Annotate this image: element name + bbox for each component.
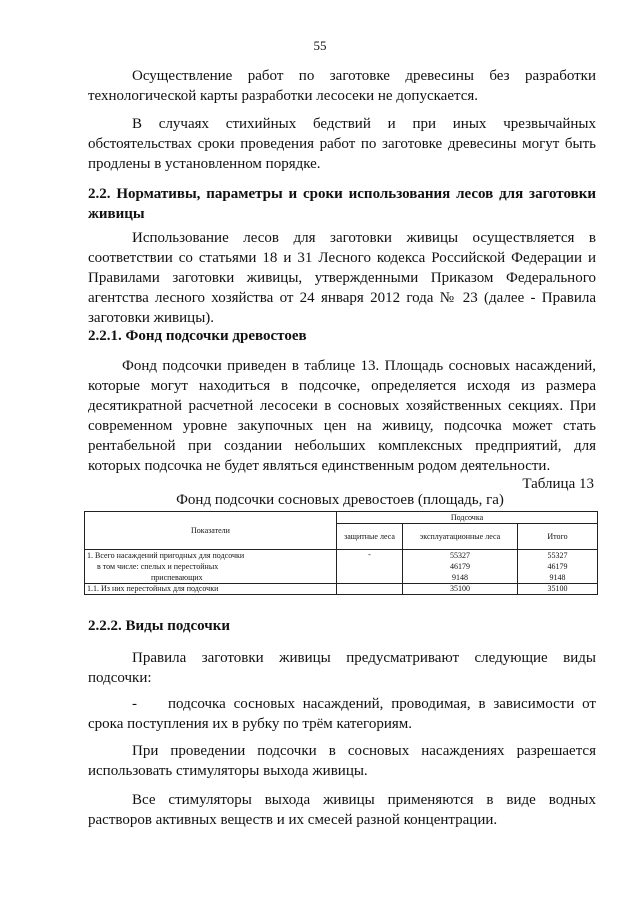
section-2-2-2-heading: 2.2.2. Виды подсочки <box>88 618 231 634</box>
section-2-2-paragraph: Использование лесов для заготовки живицы осуществляется в соответствии со статьями 18 и 31 Лесного кодекса Российской Федерации и Правилами заготовки живицы, утвержденными Приказом Федерального агентства лесного хозяйства от 24 января 2012 года № 23 (далее - Правила заготовки живицы). <box>88 230 596 326</box>
cell-exploitation: 35100 <box>403 584 518 595</box>
row-label: 1. Всего насаждений пригодных для подсочки в том числе: спелых и перестойных приспевающих <box>85 550 337 584</box>
header-total: Итого <box>518 524 598 550</box>
section-2-2-heading: 2.2. Нормативы, параметры и сроки использования лесов для заготовки живицы <box>88 186 596 222</box>
section-2-2-2-paragraph-3: Все стимуляторы выхода живицы применяются в виде водных растворов активных веществ и их смесей разной концентрации. <box>88 792 596 828</box>
cell-total: 35100 <box>518 584 598 595</box>
table-title: Фонд подсочки сосновых древостоев (площадь, га) <box>176 492 504 508</box>
row-label: 1.1. Из них перестойных для подсочки <box>85 584 337 595</box>
cell-protective <box>337 584 403 595</box>
bullet-text: подсочка сосновых насаждений, проводимая, в зависимости от срока поступления их в рубку по трём категориям. <box>88 696 596 732</box>
table-row <box>85 550 598 584</box>
cell-exploitation: 55327 46179 9148 <box>403 550 518 584</box>
cell-protective: - <box>337 550 403 584</box>
page-number: 55 <box>313 38 327 53</box>
section-2-2-1-paragraph: Фонд подсочки приведен в таблице 13. Площадь сосновых насаждений, которые могут находиться в подсочке, определяется исходя из размера десятикратной расчетной лесосеки в сосновых хозяйственных секциях. При современном уровне закупочных цен на живицу, подсочка может стать рентабельной при создании небольших комплексных предприятий, для которых подсочка не будет являться единственным родом деятельности. <box>88 358 596 474</box>
table-number: Таблица 13 <box>522 476 594 492</box>
header-protective: защитные леса <box>337 524 403 550</box>
section-2-2-1-heading: 2.2.1. Фонд подсочки древостоев <box>88 328 307 344</box>
section-2-2-2-paragraph-1: Правила заготовки живицы предусматривают следующие виды подсочки: <box>88 650 596 686</box>
section-2-2-2-paragraph-2: При проведении подсочки в сосновых насаждениях разрешается использовать стимуляторы выхода живицы. <box>88 743 596 779</box>
header-exploitation: эксплуатационные леса <box>403 524 518 550</box>
table-row <box>85 584 598 595</box>
bullet-marker: - <box>132 696 137 712</box>
intro-paragraph-2: В случаях стихийных бедствий и при иных чрезвычайных обстоятельствах сроки проведения работ по заготовке древесины могут быть продлены в установленном порядке. <box>88 116 596 172</box>
bullet-item <box>88 694 596 734</box>
header-tapping-group: Подсочка <box>337 512 598 524</box>
header-indicators: Показатели <box>85 512 337 550</box>
cell-total: 55327 46179 9148 <box>518 550 598 584</box>
fund-table <box>84 511 598 595</box>
intro-paragraph-1: Осуществление работ по заготовке древесины без разработки технологической карты разработки лесосеки не допускается. <box>88 68 596 104</box>
